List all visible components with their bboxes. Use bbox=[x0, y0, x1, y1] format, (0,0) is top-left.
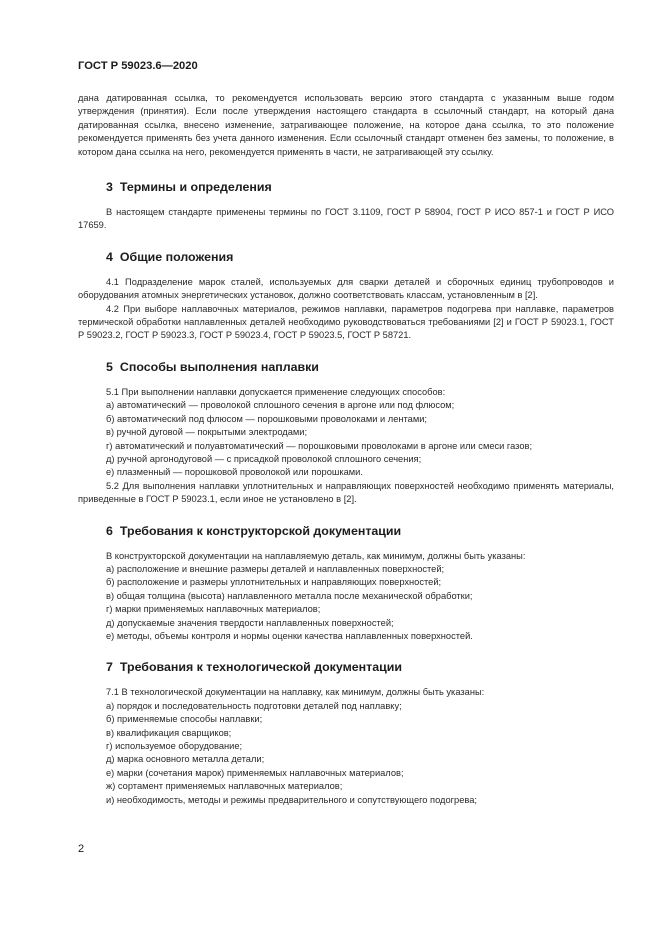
section-7-title: Требования к технологической документации bbox=[119, 660, 402, 675]
section-5-number: 5 bbox=[106, 359, 113, 374]
list-item: е) марки (сочетания марок) применяемых наплавочных материалов; bbox=[106, 767, 404, 778]
list-item: ж) сортамент применяемых наплавочных материалов; bbox=[106, 781, 343, 792]
page-number: 2 bbox=[78, 843, 85, 855]
list-item: б) расположение и размеры уплотнительных и направляющих поверхностей; bbox=[106, 577, 442, 588]
list-item: а) порядок и последовательность подготовки деталей под наплавку; bbox=[106, 700, 402, 711]
list-item: г) автоматический и полуавтоматический — порошковыми проволоками в аргоне или смеси газов; bbox=[106, 440, 533, 451]
list-item: е) методы, объемы контроля и нормы оценки качества наплавленных поверхностей. bbox=[106, 630, 473, 641]
section-6-number: 6 bbox=[106, 523, 113, 538]
section-4-paragraph-1: 4.1 Подразделение марок сталей, используемых для сварки деталей и сборочных единиц трубопроводов и оборудования атомных энергетических установок, должно соответствовать классам, установленным в [2]. bbox=[78, 276, 614, 301]
section-3-text: В настоящем стандарте применены термины по ГОСТ 3.1109, ГОСТ Р 58904, ГОСТ Р ИСО 857-1 и ГОСТ Р ИСО 17659. bbox=[78, 207, 614, 231]
list-item: а) расположение и внешние размеры деталей и наплавленных поверхностей; bbox=[106, 563, 445, 574]
section-7-heading bbox=[78, 659, 614, 675]
section-7-number: 7 bbox=[106, 660, 113, 675]
section-3-title: Термины и определения bbox=[119, 180, 272, 195]
section-5-paragraph-2: 5.2 Для выполнения наплавки уплотнительных и направляющих поверхностей необходимо применять материалы, приведенные в ГОСТ Р 59023.1, если иное не установлено в [2]. bbox=[78, 480, 614, 505]
list-item: б) применяемые способы наплавки; bbox=[106, 714, 263, 725]
list-item: в) квалификация сварщиков; bbox=[106, 727, 232, 738]
list-item: в) ручной дуговой — покрытыми электродами; bbox=[106, 427, 308, 438]
list-item: д) марка основного металла детали; bbox=[106, 754, 265, 765]
section-3-heading bbox=[78, 179, 614, 195]
section-4-paragraph-2: 4.2 При выборе наплавочных материалов, режимов наплавки, параметров подогрева при наплавке, параметров термической обработки наплавленных деталей необходимо руководствоваться требованиями [2] и ГОСТ Р 59023.1, ГОСТ Р 59023.2, ГОСТ Р 59023.3, ГОСТ Р 59023.4, ГОСТ Р 59023.5, ГОСТ Р 58721. bbox=[78, 303, 614, 341]
list-item: г) используемое оборудование; bbox=[106, 741, 243, 751]
document-header-code: ГОСТ Р 59023.6—2020 bbox=[78, 60, 198, 72]
intro-paragraph: дана датированная ссылка, то рекомендуется использовать версию этого стандарта с указанным выше годом утверждения (принятия). Если после утверждения настоящего стандарта в ссылочный стандарт, на который дана датированная ссылка, внесено изменение, затрагивающее положение, на которое дана ссылка, то это положение рекомендуется применять без учета данного изменения. Если ссылочный стандарт отменен без замены, то положение, в котором дана ссылка на него, рекомендуется применять в части, не затрагивающей эту ссылку. bbox=[78, 93, 614, 157]
section-7-lead: 7.1 В технологической документации на наплавку, как минимум, должны быть указаны: bbox=[106, 687, 485, 698]
section-5-title: Способы выполнения наплавки bbox=[119, 359, 319, 374]
section-6-heading bbox=[78, 523, 614, 539]
section-3-number: 3 bbox=[106, 180, 113, 195]
list-item: и) необходимость, методы и режимы предварительного и сопутствующего подогрева; bbox=[106, 794, 477, 805]
list-item: д) допускаемые значения твердости наплавленных поверхностей; bbox=[106, 617, 394, 628]
section-4-heading bbox=[78, 249, 614, 265]
list-item: а) автоматический — проволокой сплошного сечения в аргоне или под флюсом; bbox=[106, 400, 455, 411]
section-4-number: 4 bbox=[106, 249, 113, 264]
list-item: е) плазменный — порошковой проволокой или порошками. bbox=[106, 467, 363, 478]
document-body bbox=[78, 92, 614, 807]
list-item: д) ручной аргонодуговой — с присадкой проволокой сплошного сечения; bbox=[106, 453, 422, 464]
list-item: в) общая толщина (высота) наплавленного металла после механической обработки; bbox=[106, 590, 473, 601]
section-6-title: Требования к конструкторской документации bbox=[119, 523, 402, 538]
section-6-lead: В конструкторской документации на наплавляемую деталь, как минимум, должны быть указаны: bbox=[106, 550, 526, 561]
list-item: б) автоматический под флюсом — порошковыми проволоками и лентами; bbox=[106, 413, 427, 424]
section-5-lead: 5.1 При выполнении наплавки допускается применение следующих способов: bbox=[106, 386, 446, 397]
section-5-heading bbox=[78, 359, 614, 375]
section-4-title: Общие положения bbox=[119, 249, 234, 264]
list-item: г) марки применяемых наплавочных материалов; bbox=[106, 604, 321, 615]
